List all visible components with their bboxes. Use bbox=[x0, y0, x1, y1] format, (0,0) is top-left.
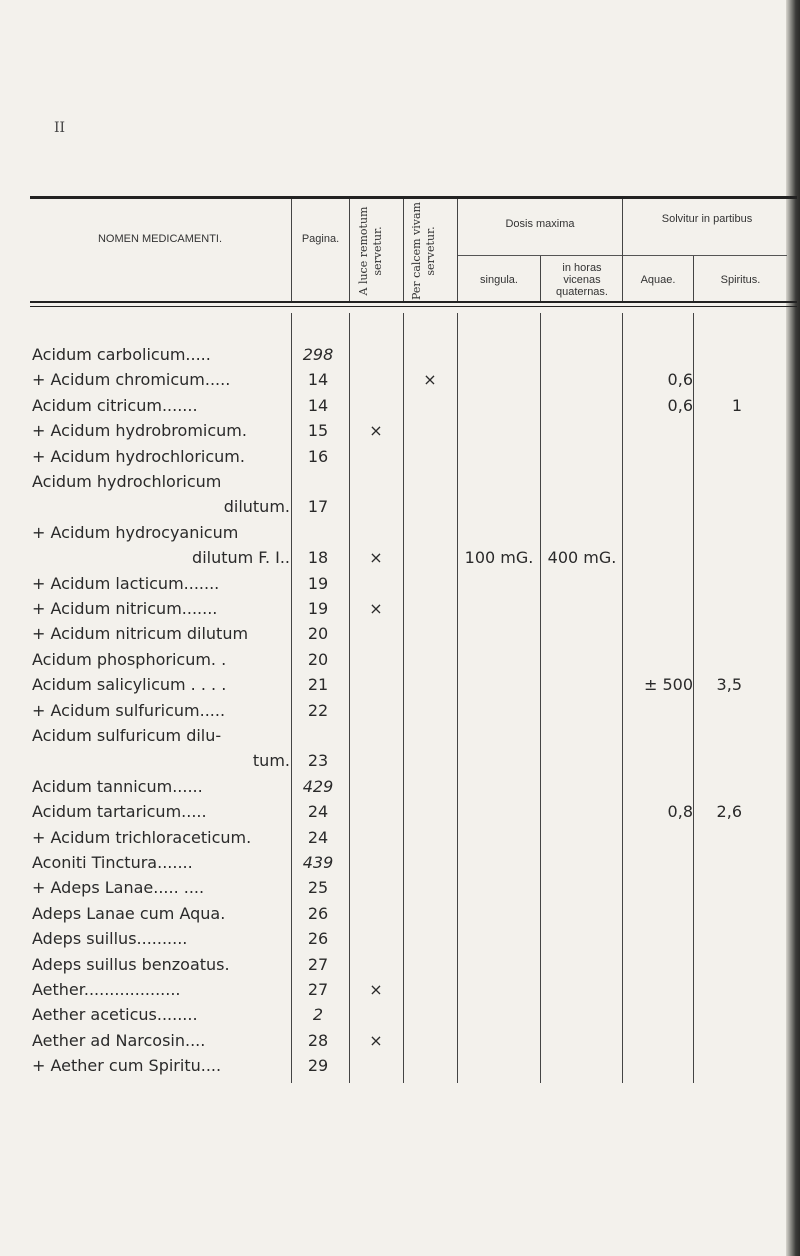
page-ref: 28 bbox=[307, 1030, 329, 1050]
table-row bbox=[0, 443, 790, 470]
header-nomen: NOMEN MEDICAMENTI. bbox=[97, 233, 223, 245]
page-ref: 29 bbox=[307, 1056, 329, 1076]
table-row bbox=[0, 722, 790, 749]
medicament-name: + Acidum nitricum dilutum bbox=[32, 624, 249, 644]
page-ref: 23 bbox=[307, 751, 329, 771]
table-row bbox=[0, 798, 790, 825]
medicament-name: Acidum hydrochloricum bbox=[32, 472, 222, 491]
table-row bbox=[0, 1052, 790, 1079]
page-ref: 26 bbox=[307, 903, 329, 923]
luce-mark: × bbox=[369, 980, 383, 999]
header-top-rule bbox=[30, 196, 797, 199]
dose-singula: 100 mG. bbox=[464, 548, 534, 568]
solubility-spiritus: 2,6 bbox=[716, 802, 742, 822]
medicament-name: Acidum citricum....... bbox=[32, 395, 198, 415]
medicament-name: Acidum salicylicum . . . . bbox=[32, 675, 227, 695]
table-row bbox=[0, 976, 790, 1003]
medicament-name: + Acidum chromicum..... bbox=[32, 370, 231, 390]
table-row bbox=[0, 824, 790, 851]
solubility-aquae: 0,8 bbox=[667, 802, 693, 822]
page-ref: 24 bbox=[307, 802, 329, 822]
medicament-name: + Acidum lacticum....... bbox=[32, 573, 220, 593]
header-divider bbox=[403, 199, 404, 301]
header-divider bbox=[540, 256, 541, 301]
table-row bbox=[0, 900, 790, 927]
page-ref: 2 bbox=[312, 1005, 324, 1025]
medicament-name: + Acidum hydrocyanicum bbox=[32, 522, 239, 542]
table-row bbox=[0, 849, 790, 876]
page-number: II bbox=[54, 120, 66, 136]
page-ref: 27 bbox=[307, 954, 329, 974]
medicament-name: Aether................... bbox=[32, 980, 181, 999]
medicament-name: Acidum phosphoricum. . bbox=[32, 649, 227, 669]
table-row bbox=[0, 951, 790, 978]
page-ref: 20 bbox=[307, 649, 329, 669]
header-singula: singula. bbox=[480, 274, 518, 286]
table-row bbox=[0, 366, 790, 393]
table-row bbox=[0, 671, 790, 698]
header-pagina: Pagina. bbox=[301, 233, 340, 245]
medicament-name: Acidum tannicum...... bbox=[32, 776, 203, 796]
solubility-aquae: ± 500 bbox=[643, 675, 693, 695]
medicament-name: + Acidum sulfuricum..... bbox=[32, 700, 226, 720]
medicament-name: + Acidum nitricum....... bbox=[32, 599, 218, 618]
page-ref: 17 bbox=[307, 497, 329, 517]
page-ref: 27 bbox=[307, 980, 329, 999]
header-divider bbox=[349, 199, 350, 301]
luce-mark: × bbox=[369, 548, 383, 568]
medicament-name: + Acidum hydrochloricum. bbox=[32, 446, 245, 466]
medicament-name: + Acidum trichloraceticum. bbox=[32, 827, 252, 847]
page-ref: 16 bbox=[307, 446, 329, 466]
table-row bbox=[0, 1027, 790, 1054]
table-row bbox=[0, 341, 790, 368]
table-row bbox=[0, 544, 790, 571]
page-ref: 25 bbox=[307, 878, 329, 898]
table-row bbox=[0, 620, 790, 647]
calcem-mark: × bbox=[423, 370, 437, 390]
header-horas: in horas vicenas quaternas. bbox=[556, 262, 608, 298]
header-calcem: Per calcem vivam servetur. bbox=[410, 202, 437, 300]
medicament-name: + Adeps Lanae..... .... bbox=[32, 878, 205, 898]
page-ref: 429 bbox=[302, 776, 334, 796]
medicament-name: Acidum carbolicum..... bbox=[32, 345, 211, 364]
table-row bbox=[0, 874, 790, 901]
table-row bbox=[0, 493, 790, 520]
header-spiritus: Spiritus. bbox=[720, 274, 761, 286]
luce-mark: × bbox=[369, 1030, 383, 1050]
page-ref: 19 bbox=[307, 573, 329, 593]
table-row bbox=[0, 697, 790, 724]
table-row bbox=[0, 417, 790, 444]
solubility-aquae: 0,6 bbox=[667, 395, 693, 415]
page-ref: 15 bbox=[307, 421, 329, 441]
page-ref: 439 bbox=[302, 853, 334, 872]
solubility-spiritus: 1 bbox=[731, 395, 742, 415]
table-row bbox=[0, 925, 790, 952]
table-row bbox=[0, 392, 790, 419]
medicament-name: + Aether cum Spiritu.... bbox=[32, 1056, 222, 1076]
page-ref: 18 bbox=[307, 548, 329, 568]
luce-mark: × bbox=[369, 421, 383, 441]
table-row bbox=[0, 1001, 790, 1028]
page-ref: 22 bbox=[307, 700, 329, 720]
page-ref: 26 bbox=[307, 929, 329, 949]
medicament-name: Aether ad Narcosin.... bbox=[32, 1030, 206, 1050]
table-row bbox=[0, 747, 790, 774]
medicament-name: tum. bbox=[252, 751, 290, 771]
medicament-name: + Acidum hydrobromicum. bbox=[32, 421, 247, 441]
table-row bbox=[0, 519, 790, 546]
table-row bbox=[0, 595, 790, 622]
header-bottom-rule-thin bbox=[30, 306, 797, 307]
header-aquae: Aquae. bbox=[640, 274, 676, 286]
page-ref: 19 bbox=[307, 599, 329, 618]
medicament-name: Aether aceticus........ bbox=[32, 1005, 198, 1025]
table-row bbox=[0, 646, 790, 673]
luce-mark: × bbox=[369, 599, 383, 618]
medicament-name: Adeps suillus benzoatus. bbox=[32, 954, 230, 974]
page-ref: 21 bbox=[307, 675, 329, 695]
page-ref: 14 bbox=[307, 395, 329, 415]
table-row bbox=[0, 570, 790, 597]
header-divider bbox=[291, 199, 292, 301]
solubility-spiritus: 3,5 bbox=[716, 675, 742, 695]
medicament-name: Adeps Lanae cum Aqua. bbox=[32, 903, 226, 923]
page-ref: 14 bbox=[307, 370, 329, 390]
page-ref: 298 bbox=[302, 345, 334, 364]
medicament-name: Adeps suillus.......... bbox=[32, 929, 188, 949]
medicament-name: Acidum tartaricum..... bbox=[32, 802, 207, 822]
medicament-name: dilutum F. I.. bbox=[192, 548, 290, 568]
header-bottom-rule bbox=[30, 301, 797, 303]
page-ref: 24 bbox=[307, 827, 329, 847]
medicament-name: Acidum sulfuricum dilu- bbox=[32, 726, 222, 745]
header-dosis: Dosis maxima bbox=[505, 218, 575, 230]
header-luce: A luce remotum servetur. bbox=[357, 206, 384, 296]
medicament-name: dilutum. bbox=[223, 497, 290, 517]
header-solvitur: Solvitur in partibus bbox=[661, 213, 753, 225]
page-ref: 20 bbox=[307, 624, 329, 644]
table-row bbox=[0, 773, 790, 800]
medicament-name: Aconiti Tinctura....... bbox=[32, 853, 193, 872]
dose-horas: 400 mG. bbox=[547, 548, 617, 568]
solubility-aquae: 0,6 bbox=[667, 370, 693, 390]
table-row bbox=[0, 468, 790, 495]
